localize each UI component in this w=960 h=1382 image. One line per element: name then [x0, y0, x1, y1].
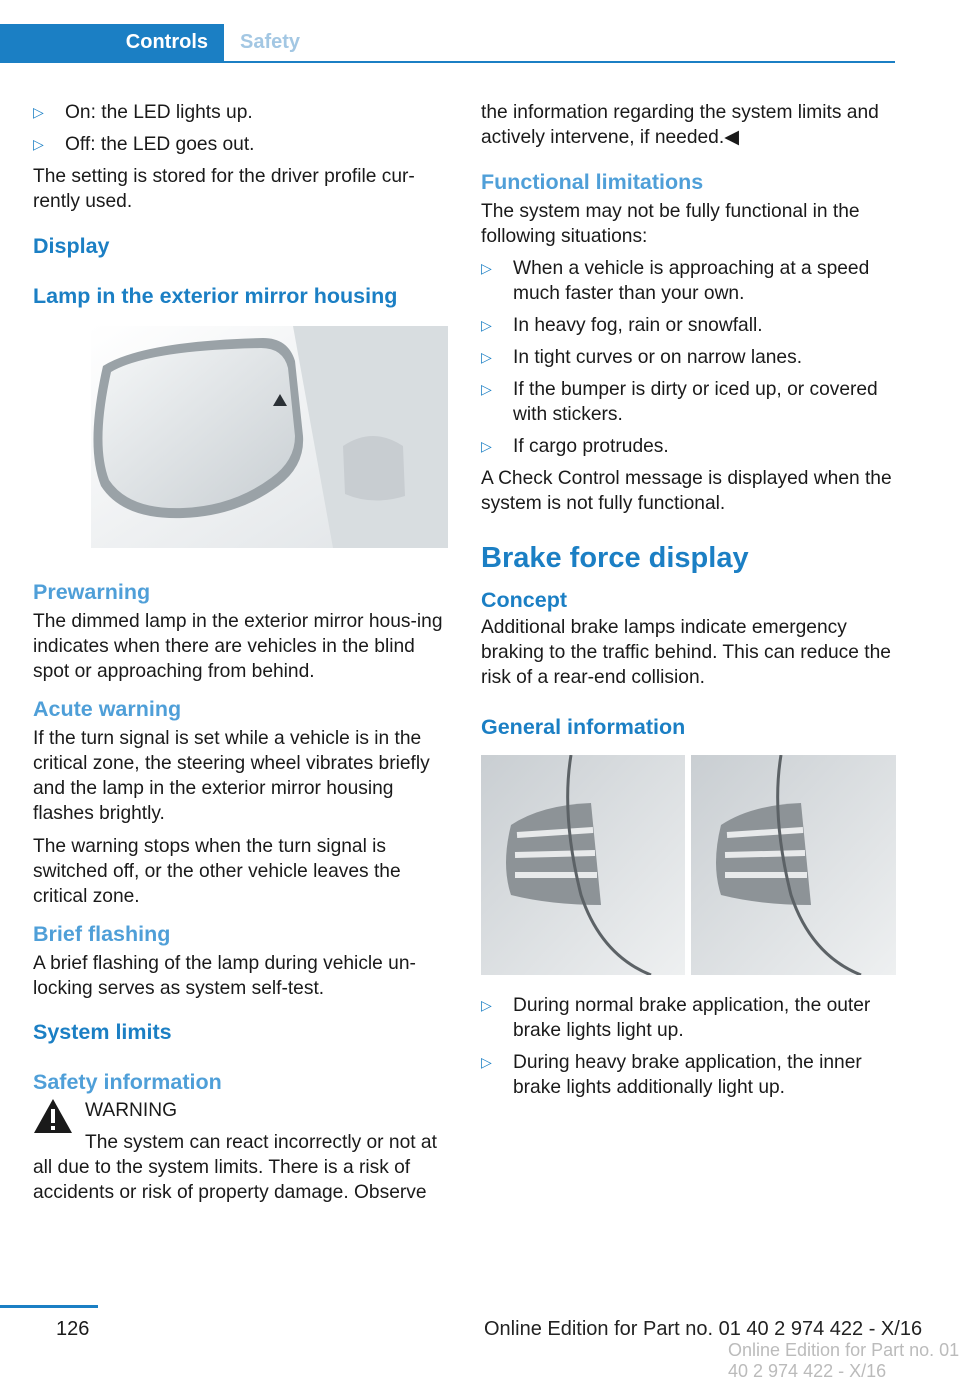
triangle-bullet-icon: ▷	[33, 104, 44, 120]
triangle-bullet-icon: ▷	[481, 1054, 492, 1070]
left-column	[33, 100, 448, 1205]
continued-text: the information regarding the system limits and actively intervene, if needed.◀	[481, 102, 879, 148]
prewarning-heading: Prewarning	[33, 580, 151, 604]
list-item: ▷ If the bumper is dirty or iced up, or covered with stickers.	[481, 379, 878, 425]
acute-warning-text: If the turn signal is set while a vehicle is in the critical zone, the steering wheel vibrates briefly and the lamp in the exterior mirror housing flashes brightly.	[33, 728, 430, 824]
general-info-heading: General information	[481, 715, 686, 739]
acute-warning-heading: Acute warning	[33, 697, 182, 721]
lamp-heading: Lamp in the exterior mirror housing	[33, 284, 398, 308]
list-item: ▷ Off: the LED goes out.	[33, 134, 255, 155]
safety-info-heading: Safety information	[33, 1070, 222, 1094]
list-item: ▷ During heavy brake application, the inner brake lights additionally light up.	[481, 1052, 862, 1098]
warning-label: WARNING	[85, 1100, 178, 1121]
triangle-bullet-icon: ▷	[481, 438, 492, 454]
tab-controls[interactable]: Controls	[0, 24, 224, 61]
header-tabs	[0, 24, 895, 63]
page-number: 126	[56, 1318, 90, 1340]
list-item: ▷ On: the LED lights up.	[33, 102, 253, 123]
triangle-bullet-icon: ▷	[481, 381, 492, 397]
functional-text: The system may not be fully functional in the following situations:	[481, 201, 860, 247]
warning-box	[33, 1098, 448, 1123]
triangle-bullet-icon: ▷	[481, 349, 492, 365]
triangle-bullet-icon: ▷	[481, 317, 492, 333]
list-item: ▷ In heavy fog, rain or snowfall.	[481, 315, 763, 336]
check-control-text: A Check Control message is displayed when the system is not fully functional.	[481, 468, 892, 514]
brake-force-heading: Brake force display	[481, 542, 749, 574]
brief-flashing-text: A brief flashing of the lamp during vehicle un-locking serves as system self-test.	[33, 953, 416, 999]
warning-text: The system can react incorrectly or not at all due to the system limits. There is a risk of accidents or risk of property damage. Observe	[33, 1132, 437, 1203]
concept-heading: Concept	[481, 588, 567, 612]
watermark: Online Edition for Part no. 01 40 2 974 422 - X/16	[728, 1340, 960, 1381]
functional-limitations-heading: Functional limitations	[481, 170, 704, 194]
brake-lights-image	[481, 755, 896, 975]
triangle-bullet-icon: ▷	[481, 260, 492, 276]
tab-safety[interactable]: Safety	[240, 31, 301, 53]
display-heading: Display	[33, 234, 110, 258]
setting-text: The setting is stored for the driver profile cur-rently used.	[33, 166, 415, 212]
edition-text: Online Edition for Part no. 01 40 2 974 422 - X/16	[484, 1318, 923, 1340]
led-list	[33, 100, 448, 157]
concept-text: Additional brake lamps indicate emergency braking to the traffic behind. This can reduce the risk of a rear-end collision.	[481, 617, 891, 688]
system-limits-heading: System limits	[33, 1020, 172, 1044]
list-item: ▷ During normal brake application, the outer brake lights light up.	[481, 995, 871, 1041]
footer-rule	[0, 1305, 98, 1308]
functional-list	[481, 256, 896, 459]
mirror-image	[33, 326, 448, 548]
list-item: ▷ When a vehicle is approaching at a speed much faster than your own.	[481, 258, 870, 304]
brake-list	[481, 993, 896, 1100]
right-column	[481, 100, 896, 1107]
warning-triangle-icon	[33, 1098, 73, 1139]
acute-warning-text-2: The warning stops when the turn signal is switched off, or the other vehicle leaves the critical zone.	[33, 836, 401, 907]
prewarning-text: The dimmed lamp in the exterior mirror hous-ing indicates when there are vehicles in the blind spot or approaching from behind.	[33, 611, 443, 682]
list-item: ▷ If cargo protrudes.	[481, 436, 669, 457]
triangle-bullet-icon: ▷	[481, 997, 492, 1013]
brief-flashing-heading: Brief flashing	[33, 922, 171, 946]
triangle-bullet-icon: ▷	[33, 136, 44, 152]
list-item: ▷ In tight curves or on narrow lanes.	[481, 347, 803, 368]
